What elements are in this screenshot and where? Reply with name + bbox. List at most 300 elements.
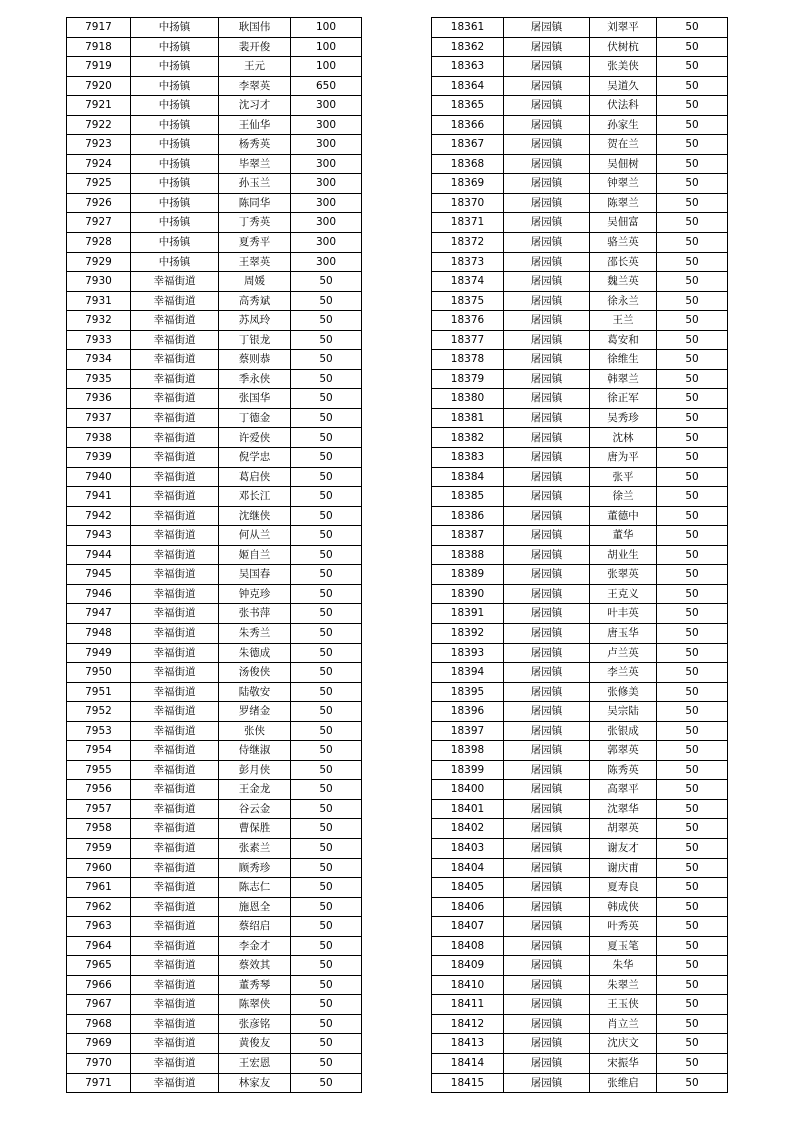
serial-cell: 18379 — [432, 369, 504, 389]
name-cell: 夏秀平 — [219, 233, 291, 253]
name-cell: 沈习才 — [219, 96, 291, 116]
amount-cell: 50 — [657, 428, 728, 448]
serial-cell: 18364 — [432, 76, 504, 96]
town-cell: 幸福街道 — [131, 838, 219, 858]
town-cell: 中扬镇 — [131, 76, 219, 96]
town-cell: 中扬镇 — [131, 193, 219, 213]
serial-cell: 18413 — [432, 1034, 504, 1054]
town-cell: 幸福街道 — [131, 1053, 219, 1073]
serial-cell: 18412 — [432, 1014, 504, 1034]
amount-cell: 50 — [291, 780, 362, 800]
serial-cell: 7937 — [67, 408, 131, 428]
left-table-row — [67, 780, 362, 800]
amount-cell: 50 — [291, 565, 362, 585]
serial-cell: 18369 — [432, 174, 504, 194]
name-cell: 何从兰 — [219, 526, 291, 546]
serial-cell: 18408 — [432, 936, 504, 956]
town-cell: 幸福街道 — [131, 663, 219, 683]
amount-cell: 50 — [291, 897, 362, 917]
amount-cell: 50 — [657, 272, 728, 292]
name-cell: 董秀琴 — [219, 975, 291, 995]
name-cell: 徐维生 — [590, 350, 657, 370]
name-cell: 丁德金 — [219, 408, 291, 428]
amount-cell: 50 — [291, 330, 362, 350]
name-cell: 宋振华 — [590, 1053, 657, 1073]
name-cell: 蔡则恭 — [219, 350, 291, 370]
right-table-row — [432, 936, 728, 956]
serial-cell: 18367 — [432, 135, 504, 155]
serial-cell: 18362 — [432, 37, 504, 57]
serial-cell: 18403 — [432, 838, 504, 858]
amount-cell: 300 — [291, 233, 362, 253]
name-cell: 张侠 — [219, 721, 291, 741]
town-cell: 屠园镇 — [504, 643, 590, 663]
amount-cell: 50 — [657, 506, 728, 526]
town-cell: 屠园镇 — [504, 584, 590, 604]
name-cell: 倪学忠 — [219, 448, 291, 468]
amount-cell: 50 — [657, 721, 728, 741]
name-cell: 唐为平 — [590, 448, 657, 468]
right-table-row — [432, 584, 728, 604]
town-cell: 屠园镇 — [504, 526, 590, 546]
town-cell: 幸福街道 — [131, 897, 219, 917]
serial-cell: 7947 — [67, 604, 131, 624]
serial-cell: 18405 — [432, 878, 504, 898]
name-cell: 吴道久 — [590, 76, 657, 96]
amount-cell: 50 — [291, 487, 362, 507]
town-cell: 幸福街道 — [131, 1014, 219, 1034]
left-table-row — [67, 1014, 362, 1034]
amount-cell: 50 — [657, 1073, 728, 1093]
amount-cell: 50 — [657, 956, 728, 976]
amount-cell: 50 — [657, 57, 728, 77]
name-cell: 施恩全 — [219, 897, 291, 917]
town-cell: 屠园镇 — [504, 663, 590, 683]
amount-cell: 50 — [657, 741, 728, 761]
town-cell: 屠园镇 — [504, 115, 590, 135]
amount-cell: 50 — [657, 18, 728, 38]
name-cell: 姬自兰 — [219, 545, 291, 565]
town-cell: 幸福街道 — [131, 291, 219, 311]
right-table-row — [432, 799, 728, 819]
town-cell: 幸福街道 — [131, 643, 219, 663]
town-cell: 屠园镇 — [504, 682, 590, 702]
name-cell: 张平 — [590, 467, 657, 487]
amount-cell: 50 — [291, 408, 362, 428]
name-cell: 陈同华 — [219, 193, 291, 213]
serial-cell: 7921 — [67, 96, 131, 116]
town-cell: 屠园镇 — [504, 623, 590, 643]
amount-cell: 50 — [657, 858, 728, 878]
amount-cell: 50 — [657, 115, 728, 135]
right-table-row — [432, 819, 728, 839]
serial-cell: 18370 — [432, 193, 504, 213]
left-table-row — [67, 467, 362, 487]
town-cell: 幸福街道 — [131, 350, 219, 370]
right-table-row — [432, 995, 728, 1015]
serial-cell: 18382 — [432, 428, 504, 448]
serial-cell: 7925 — [67, 174, 131, 194]
town-cell: 幸福街道 — [131, 565, 219, 585]
town-cell: 屠园镇 — [504, 995, 590, 1015]
name-cell: 张银成 — [590, 721, 657, 741]
right-table-row — [432, 428, 728, 448]
left-table-row — [67, 154, 362, 174]
serial-cell: 18387 — [432, 526, 504, 546]
left-table-row — [67, 37, 362, 57]
amount-cell: 50 — [291, 545, 362, 565]
name-cell: 孙家生 — [590, 115, 657, 135]
amount-cell: 50 — [291, 663, 362, 683]
right-table-row — [432, 135, 728, 155]
left-table-row — [67, 545, 362, 565]
amount-cell: 50 — [657, 291, 728, 311]
amount-cell: 50 — [657, 702, 728, 722]
right-table-row — [432, 623, 728, 643]
right-table-row — [432, 467, 728, 487]
right-table-row — [432, 702, 728, 722]
right-table-row — [432, 272, 728, 292]
name-cell: 沈翠华 — [590, 799, 657, 819]
town-cell: 屠园镇 — [504, 956, 590, 976]
town-cell: 屠园镇 — [504, 350, 590, 370]
town-cell: 中扬镇 — [131, 213, 219, 233]
serial-cell: 18386 — [432, 506, 504, 526]
left-table-row — [67, 956, 362, 976]
name-cell: 吴国春 — [219, 565, 291, 585]
amount-cell: 50 — [291, 584, 362, 604]
name-cell: 孙玉兰 — [219, 174, 291, 194]
amount-cell: 50 — [657, 154, 728, 174]
town-cell: 中扬镇 — [131, 233, 219, 253]
name-cell: 王金龙 — [219, 780, 291, 800]
amount-cell: 50 — [657, 975, 728, 995]
name-cell: 钟翠兰 — [590, 174, 657, 194]
amount-cell: 50 — [657, 1053, 728, 1073]
left-table-row — [67, 760, 362, 780]
serial-cell: 7951 — [67, 682, 131, 702]
town-cell: 屠园镇 — [504, 37, 590, 57]
town-cell: 幸福街道 — [131, 526, 219, 546]
left-table-row — [67, 917, 362, 937]
name-cell: 蔡效其 — [219, 956, 291, 976]
town-cell: 幸福街道 — [131, 721, 219, 741]
right-table-row — [432, 76, 728, 96]
name-cell: 谢友才 — [590, 838, 657, 858]
town-cell: 屠园镇 — [504, 917, 590, 937]
amount-cell: 50 — [657, 135, 728, 155]
serial-cell: 7929 — [67, 252, 131, 272]
left-table-row — [67, 96, 362, 116]
amount-cell: 50 — [657, 878, 728, 898]
right-table-row — [432, 213, 728, 233]
amount-cell: 50 — [291, 350, 362, 370]
name-cell: 徐正军 — [590, 389, 657, 409]
serial-cell: 18376 — [432, 311, 504, 331]
left-table-row — [67, 526, 362, 546]
left-table-row — [67, 819, 362, 839]
left-table-row — [67, 389, 362, 409]
right-table-row — [432, 193, 728, 213]
serial-cell: 18407 — [432, 917, 504, 937]
name-cell: 夏玉笔 — [590, 936, 657, 956]
amount-cell: 50 — [291, 428, 362, 448]
serial-cell: 7950 — [67, 663, 131, 683]
town-cell: 屠园镇 — [504, 96, 590, 116]
town-cell: 屠园镇 — [504, 252, 590, 272]
town-cell: 中扬镇 — [131, 37, 219, 57]
serial-cell: 7932 — [67, 311, 131, 331]
serial-cell: 7968 — [67, 1014, 131, 1034]
serial-cell: 7919 — [67, 57, 131, 77]
right-table-row — [432, 154, 728, 174]
amount-cell: 50 — [657, 819, 728, 839]
serial-cell: 18410 — [432, 975, 504, 995]
serial-cell: 7926 — [67, 193, 131, 213]
town-cell: 幸福街道 — [131, 545, 219, 565]
town-cell: 屠园镇 — [504, 1073, 590, 1093]
name-cell: 曹保胜 — [219, 819, 291, 839]
amount-cell: 300 — [291, 193, 362, 213]
serial-cell: 18383 — [432, 448, 504, 468]
town-cell: 屠园镇 — [504, 233, 590, 253]
amount-cell: 50 — [291, 643, 362, 663]
amount-cell: 50 — [657, 408, 728, 428]
name-cell: 唐玉华 — [590, 623, 657, 643]
right-table-row — [432, 448, 728, 468]
amount-cell: 50 — [291, 975, 362, 995]
town-cell: 幸福街道 — [131, 448, 219, 468]
amount-cell: 50 — [291, 858, 362, 878]
town-cell: 屠园镇 — [504, 878, 590, 898]
amount-cell: 50 — [657, 213, 728, 233]
town-cell: 幸福街道 — [131, 389, 219, 409]
town-cell: 屠园镇 — [504, 467, 590, 487]
serial-cell: 7928 — [67, 233, 131, 253]
name-cell: 陈翠侠 — [219, 995, 291, 1015]
town-cell: 幸福街道 — [131, 956, 219, 976]
amount-cell: 50 — [291, 956, 362, 976]
amount-cell: 50 — [657, 330, 728, 350]
town-cell: 幸福街道 — [131, 780, 219, 800]
right-table-row — [432, 487, 728, 507]
left-table-row — [67, 936, 362, 956]
amount-cell: 50 — [657, 193, 728, 213]
serial-cell: 18374 — [432, 272, 504, 292]
town-cell: 屠园镇 — [504, 1053, 590, 1073]
right-table-row — [432, 545, 728, 565]
amount-cell: 50 — [657, 936, 728, 956]
left-table-row — [67, 311, 362, 331]
amount-cell: 50 — [657, 467, 728, 487]
town-cell: 幸福街道 — [131, 1073, 219, 1093]
right-table-row — [432, 252, 728, 272]
name-cell: 朱秀兰 — [219, 623, 291, 643]
name-cell: 徐兰 — [590, 487, 657, 507]
right-table-row — [432, 233, 728, 253]
name-cell: 董华 — [590, 526, 657, 546]
serial-cell: 18400 — [432, 780, 504, 800]
town-cell: 屠园镇 — [504, 819, 590, 839]
amount-cell: 50 — [657, 37, 728, 57]
town-cell: 幸福街道 — [131, 408, 219, 428]
serial-cell: 18415 — [432, 1073, 504, 1093]
amount-cell: 50 — [657, 917, 728, 937]
name-cell: 裴开俊 — [219, 37, 291, 57]
serial-cell: 7941 — [67, 487, 131, 507]
left-table-row — [67, 369, 362, 389]
town-cell: 中扬镇 — [131, 96, 219, 116]
serial-cell: 7934 — [67, 350, 131, 370]
serial-cell: 18411 — [432, 995, 504, 1015]
serial-cell: 7961 — [67, 878, 131, 898]
amount-cell: 50 — [291, 760, 362, 780]
amount-cell: 50 — [657, 584, 728, 604]
name-cell: 张书萍 — [219, 604, 291, 624]
name-cell: 张国华 — [219, 389, 291, 409]
name-cell: 肖立兰 — [590, 1014, 657, 1034]
serial-cell: 18392 — [432, 623, 504, 643]
serial-cell: 7954 — [67, 741, 131, 761]
town-cell: 幸福街道 — [131, 604, 219, 624]
serial-cell: 7967 — [67, 995, 131, 1015]
serial-cell: 18373 — [432, 252, 504, 272]
name-cell: 韩翠兰 — [590, 369, 657, 389]
amount-cell: 50 — [657, 897, 728, 917]
left-table-row — [67, 623, 362, 643]
name-cell: 毕翠兰 — [219, 154, 291, 174]
amount-cell: 50 — [657, 643, 728, 663]
name-cell: 朱华 — [590, 956, 657, 976]
town-cell: 幸福街道 — [131, 428, 219, 448]
serial-cell: 7944 — [67, 545, 131, 565]
town-cell: 幸福街道 — [131, 858, 219, 878]
amount-cell: 50 — [657, 369, 728, 389]
town-cell: 中扬镇 — [131, 135, 219, 155]
serial-cell: 7917 — [67, 18, 131, 38]
serial-cell: 7922 — [67, 115, 131, 135]
name-cell: 邵长英 — [590, 252, 657, 272]
right-table-row — [432, 350, 728, 370]
amount-cell: 50 — [291, 741, 362, 761]
left-table-row — [67, 741, 362, 761]
town-cell: 幸福街道 — [131, 917, 219, 937]
left-table-row — [67, 193, 362, 213]
right-table-row — [432, 291, 728, 311]
town-cell: 幸福街道 — [131, 467, 219, 487]
name-cell: 骆兰英 — [590, 233, 657, 253]
left-table-row — [67, 18, 362, 38]
serial-cell: 7966 — [67, 975, 131, 995]
town-cell: 屠园镇 — [504, 408, 590, 428]
serial-cell: 18396 — [432, 702, 504, 722]
name-cell: 吴佃树 — [590, 154, 657, 174]
amount-cell: 50 — [657, 448, 728, 468]
right-table-row — [432, 115, 728, 135]
name-cell: 丁秀英 — [219, 213, 291, 233]
serial-cell: 7960 — [67, 858, 131, 878]
right-table-row — [432, 57, 728, 77]
serial-cell: 7958 — [67, 819, 131, 839]
amount-cell: 50 — [291, 448, 362, 468]
town-cell: 屠园镇 — [504, 1014, 590, 1034]
name-cell: 刘翠平 — [590, 18, 657, 38]
amount-cell: 50 — [657, 174, 728, 194]
name-cell: 叶秀英 — [590, 917, 657, 937]
serial-cell: 18361 — [432, 18, 504, 38]
left-table-row — [67, 799, 362, 819]
town-cell: 幸福街道 — [131, 760, 219, 780]
name-cell: 王宏恩 — [219, 1053, 291, 1073]
name-cell: 李翠英 — [219, 76, 291, 96]
name-cell: 叶丰英 — [590, 604, 657, 624]
name-cell: 郭翠英 — [590, 741, 657, 761]
name-cell: 张翠英 — [590, 565, 657, 585]
name-cell: 顾秀珍 — [219, 858, 291, 878]
name-cell: 朱德成 — [219, 643, 291, 663]
left-table-row — [67, 291, 362, 311]
amount-cell: 50 — [657, 350, 728, 370]
serial-cell: 18378 — [432, 350, 504, 370]
town-cell: 幸福街道 — [131, 878, 219, 898]
town-cell: 幸福街道 — [131, 741, 219, 761]
left-table-row — [67, 350, 362, 370]
name-cell: 王玉侠 — [590, 995, 657, 1015]
serial-cell: 18377 — [432, 330, 504, 350]
name-cell: 胡业生 — [590, 545, 657, 565]
amount-cell: 50 — [657, 1034, 728, 1054]
name-cell: 丁银龙 — [219, 330, 291, 350]
left-table-row — [67, 858, 362, 878]
serial-cell: 18397 — [432, 721, 504, 741]
right-table-row — [432, 96, 728, 116]
amount-cell: 50 — [657, 604, 728, 624]
left-table-row — [67, 506, 362, 526]
left-table-row — [67, 721, 362, 741]
name-cell: 李金才 — [219, 936, 291, 956]
amount-cell: 50 — [291, 799, 362, 819]
town-cell: 屠园镇 — [504, 838, 590, 858]
left-table-row — [67, 252, 362, 272]
name-cell: 朱翠兰 — [590, 975, 657, 995]
town-cell: 幸福街道 — [131, 936, 219, 956]
right-table-row — [432, 663, 728, 683]
serial-cell: 18380 — [432, 389, 504, 409]
right-table-row — [432, 174, 728, 194]
amount-cell: 50 — [291, 311, 362, 331]
serial-cell: 18375 — [432, 291, 504, 311]
town-cell: 屠园镇 — [504, 858, 590, 878]
name-cell: 李兰英 — [590, 663, 657, 683]
name-cell: 徐永兰 — [590, 291, 657, 311]
serial-cell: 7946 — [67, 584, 131, 604]
name-cell: 陈志仁 — [219, 878, 291, 898]
serial-cell: 18368 — [432, 154, 504, 174]
left-table-row — [67, 115, 362, 135]
right-table-row — [432, 838, 728, 858]
left-table-row — [67, 448, 362, 468]
amount-cell: 50 — [291, 721, 362, 741]
name-cell: 罗绪金 — [219, 702, 291, 722]
left-roster-table — [66, 17, 362, 1093]
serial-cell: 7952 — [67, 702, 131, 722]
name-cell: 吴秀珍 — [590, 408, 657, 428]
right-table-row — [432, 37, 728, 57]
amount-cell: 50 — [657, 838, 728, 858]
name-cell: 陆敬安 — [219, 682, 291, 702]
serial-cell: 7920 — [67, 76, 131, 96]
left-table-row — [67, 1034, 362, 1054]
